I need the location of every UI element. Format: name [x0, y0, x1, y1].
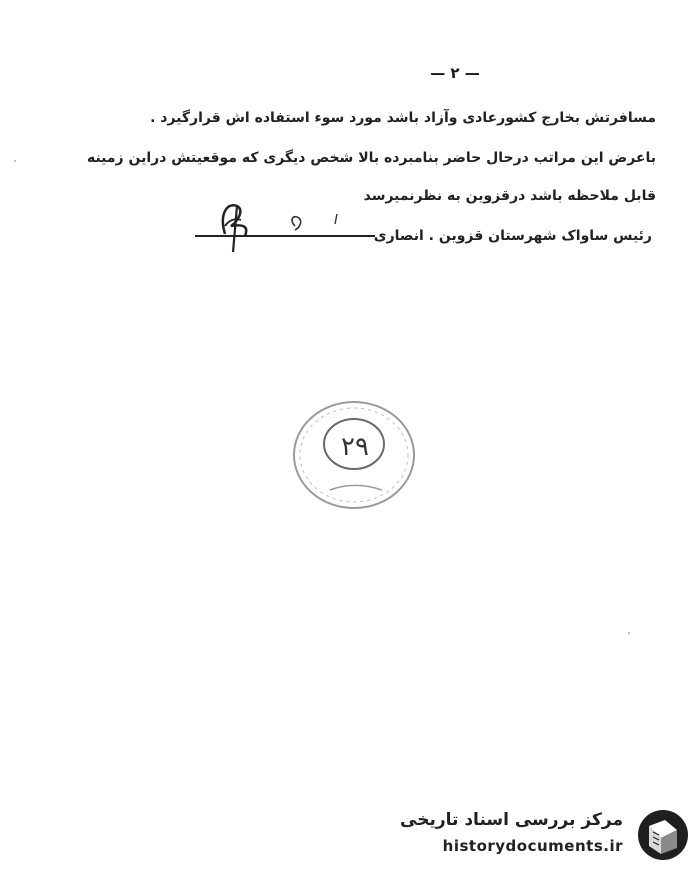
- paper-speck: [14, 160, 16, 162]
- watermark-name: مرکز بررسی اسناد تاریخی: [400, 810, 623, 830]
- book-logo-icon: [635, 808, 691, 862]
- body-line-1: مسافرتش بخارج کشورعادی وآزاد باشد مورد سوء استفاده اش قرارگیرد .: [150, 110, 656, 126]
- paper-speck: [628, 632, 630, 634]
- body-line-2: باعرض این مراتب درحال حاضر بنامبرده بالا شخص دیگری که موقعیتش دراین زمینه: [86, 150, 656, 166]
- body-line-3: قابل ملاحظه باشد درقزوین به نظرنمیرسد: [363, 188, 656, 204]
- page-number: — ۲ —: [430, 64, 480, 82]
- stamp-number: ۲۹: [341, 432, 369, 462]
- signer-line: رئیس ساواک شهرستان قزوین . انصاری: [373, 228, 652, 244]
- watermark-url: historydocuments.ir: [442, 837, 623, 855]
- watermark-brand: [400, 808, 695, 862]
- handwritten-signature: [185, 196, 385, 256]
